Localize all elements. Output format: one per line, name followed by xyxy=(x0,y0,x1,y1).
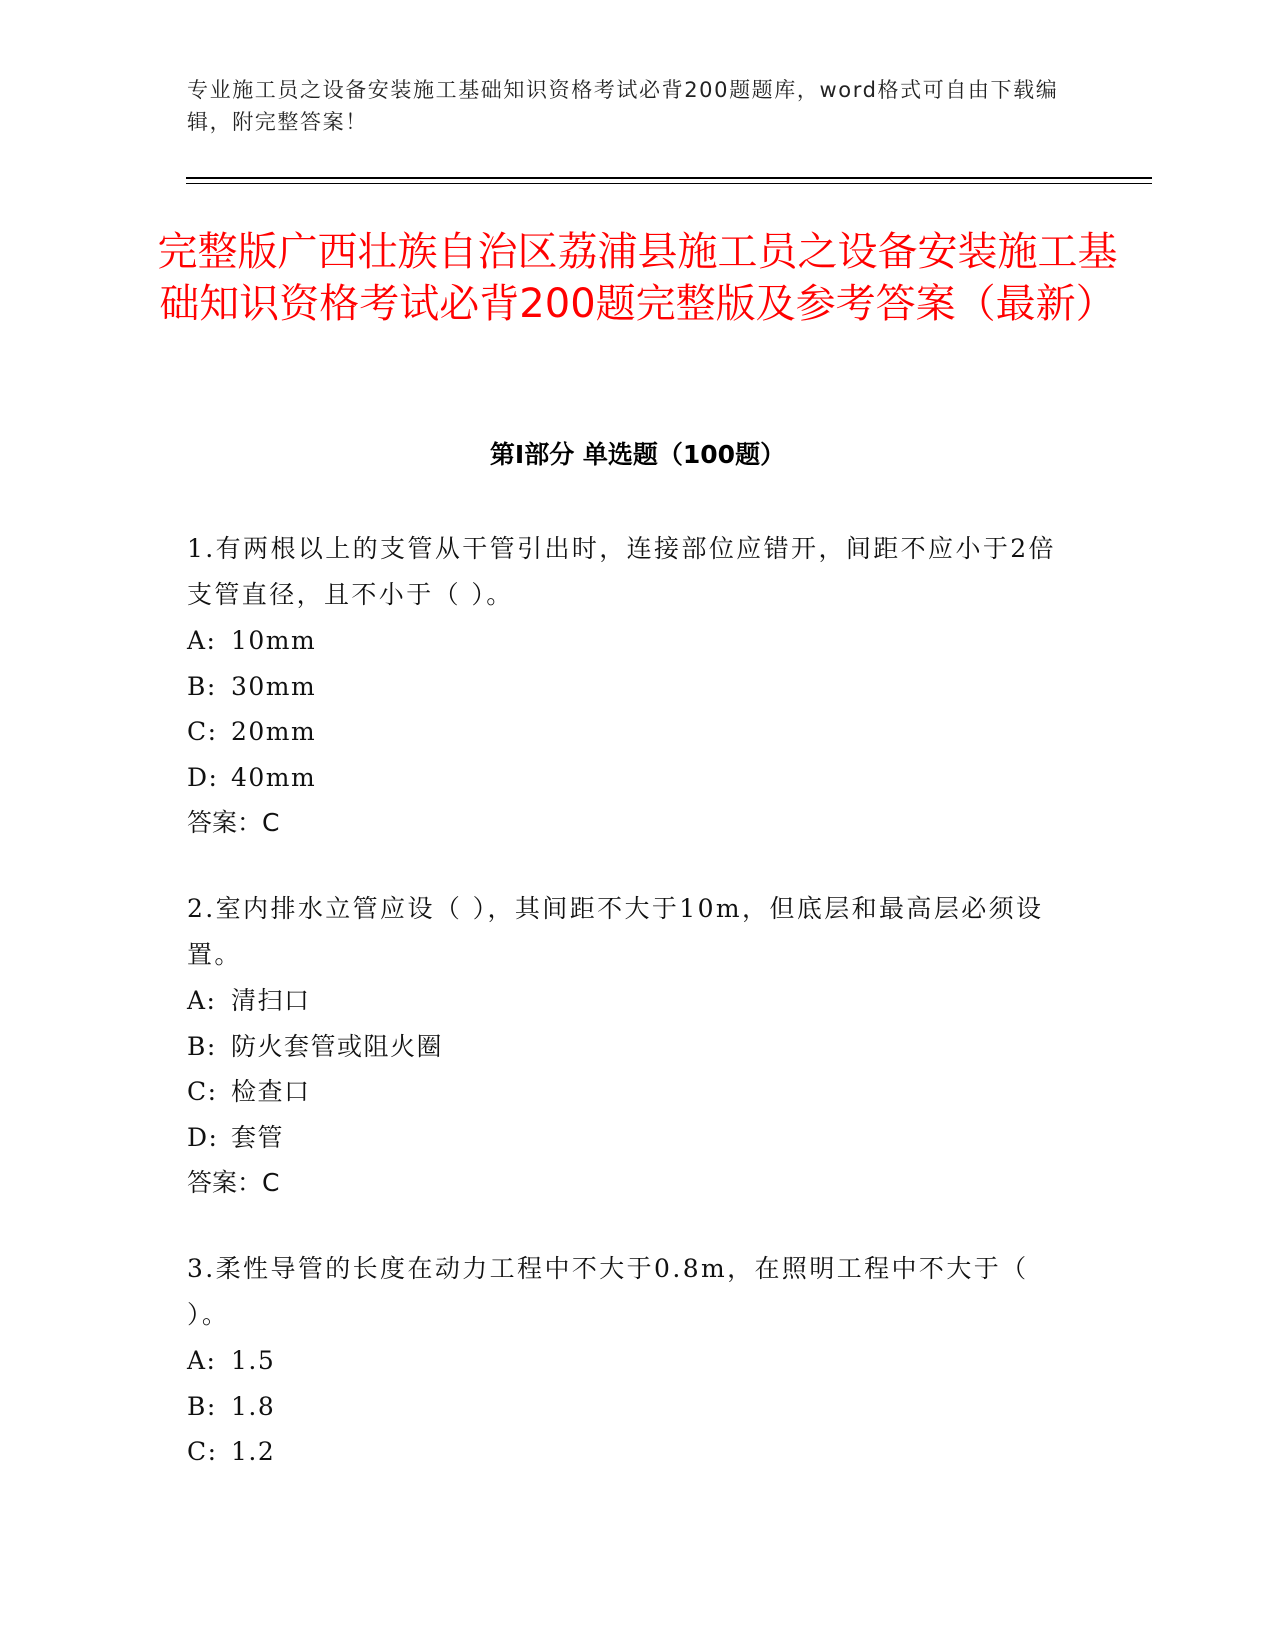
option-a xyxy=(187,978,1067,1024)
question-stem: 3.柔性导管的长度在动力工程中不大于0.8m，在照明工程中不大于（ ）。 xyxy=(187,1254,1029,1329)
section-heading: 第Ⅰ部分 单选题（100题） xyxy=(489,440,786,469)
option-text: 1.5 xyxy=(231,1346,276,1375)
option-b xyxy=(187,664,1067,710)
option-key: B: xyxy=(187,1391,217,1421)
option-text: 30mm xyxy=(231,671,317,701)
option-d xyxy=(187,1115,1067,1161)
option-c xyxy=(187,709,1067,755)
option-key: B: xyxy=(187,671,217,701)
option-key: D: xyxy=(187,762,219,792)
option-key: A: xyxy=(187,626,217,655)
option-key: A: xyxy=(187,1346,217,1375)
option-a xyxy=(187,618,1067,664)
option-c xyxy=(187,1429,1067,1475)
option-key: C: xyxy=(187,717,218,746)
question-stem: 2.室内排水立管应设（ ），其间距不大于10m，但底层和最高层必须设置。 xyxy=(187,894,1044,969)
document-title: 完整版广西壮族自治区荔浦县施工员之设备安装施工基础知识资格考试必背200题完整版及参考答案（最新） xyxy=(157,229,1118,327)
option-a xyxy=(187,1338,1067,1384)
option-text: 1.2 xyxy=(231,1437,276,1466)
answer-line: 答案：C xyxy=(187,808,280,837)
option-text: 40mm xyxy=(231,762,317,792)
header-rule-thin xyxy=(186,183,1152,184)
option-text: 1.8 xyxy=(231,1391,276,1421)
question-2 xyxy=(187,886,1067,1206)
option-text: 10mm xyxy=(231,626,317,655)
option-text: 20mm xyxy=(231,717,317,746)
option-text: 检查口 xyxy=(231,1077,311,1106)
question-1 xyxy=(187,526,1067,846)
option-key: C: xyxy=(187,1437,218,1466)
option-text: 防火套管或阻火圈 xyxy=(231,1031,444,1061)
question-list xyxy=(187,526,1067,1515)
question-3 xyxy=(187,1246,1067,1475)
answer-line: 答案：C xyxy=(187,1168,280,1197)
option-text: 套管 xyxy=(231,1122,285,1152)
option-c xyxy=(187,1069,1067,1115)
option-key: D: xyxy=(187,1122,219,1152)
option-text: 清扫口 xyxy=(231,986,311,1015)
option-key: C: xyxy=(187,1077,218,1106)
question-stem: 1.有两根以上的支管从干管引出时，连接部位应错开，间距不应小于2倍支管直径，且不小于（ ）。 xyxy=(187,534,1056,609)
header-rule-thick xyxy=(186,177,1152,179)
option-d xyxy=(187,755,1067,801)
option-key: B: xyxy=(187,1031,217,1061)
option-b xyxy=(187,1384,1067,1430)
header-note: 专业施工员之设备安装施工基础知识资格考试必背200题题库，word格式可自由下载编辑，附完整答案！ xyxy=(187,78,1059,134)
option-key: A: xyxy=(187,986,217,1015)
option-b xyxy=(187,1024,1067,1070)
